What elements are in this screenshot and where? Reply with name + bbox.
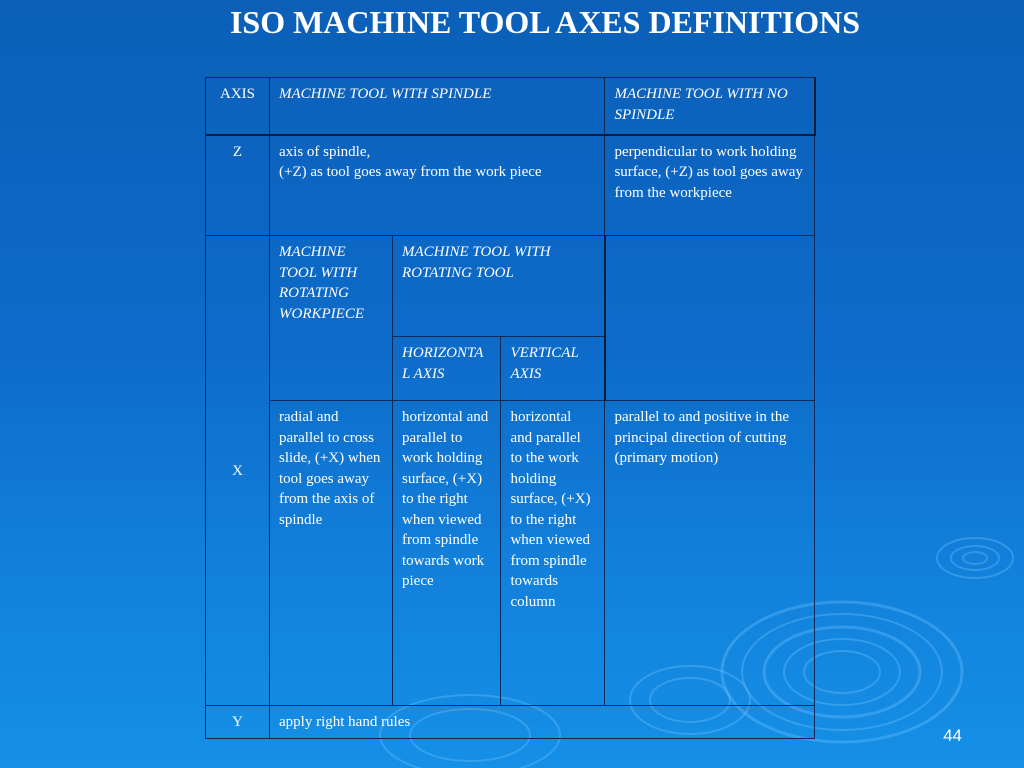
x-definition-row [206,401,815,706]
page-number: 44 [943,726,962,745]
y-definition: apply right hand rules [270,706,815,739]
x-rotating-tool-header: MACHINE TOOL WITH ROTATING TOOL [393,236,605,337]
axes-definitions-table [205,77,816,739]
x-horizontal-axis-header: HORIZONTAL AXIS [393,337,501,401]
header-with-spindle: MACHINE TOOL WITH SPINDLE [270,78,605,135]
z-with-spindle-line1: axis of spindle, [279,143,371,160]
x-axis-label: X [206,236,270,706]
y-axis-label: Y [206,706,270,739]
z-with-spindle-cell [270,135,605,236]
z-axis-label: Z [206,135,270,236]
header-axis: AXIS [206,78,270,135]
x-horizontal-axis: horizontal and parallel to work holding surface, (+X) to the right when viewed from spindle towards work piece [393,401,501,706]
x-vertical-axis-header: VERTICAL AXIS [501,337,605,401]
header-no-spindle: MACHINE TOOL WITH NO SPINDLE [605,78,815,135]
x-subheader-row [206,236,815,337]
z-with-spindle-line2: (+Z) as tool goes away from the work piece [279,164,542,180]
x-no-spindle: parallel to and positive in the principal direction of cutting (primary motion) [605,401,815,706]
y-axis-row [206,706,815,739]
table-header-row [206,78,815,135]
z-no-spindle: perpendicular to work holding surface, (+Z) as tool goes away from the workpiece [605,135,815,236]
x-rotating-workpiece-header: MACHINE TOOL WITH ROTATING WORKPIECE [270,236,393,401]
slide-title: ISO MACHINE TOOL AXES DEFINITIONS [229,4,861,40]
x-vertical-axis: horizontal and parallel to the work holding surface, (+X) to the right when viewed from spindle towards column [501,401,605,706]
z-axis-row [206,135,815,236]
x-rotating-workpiece: radial and parallel to cross slide, (+X) when tool goes away from the axis of spindle [270,401,393,706]
x-no-spindle-header-blank [605,236,815,401]
